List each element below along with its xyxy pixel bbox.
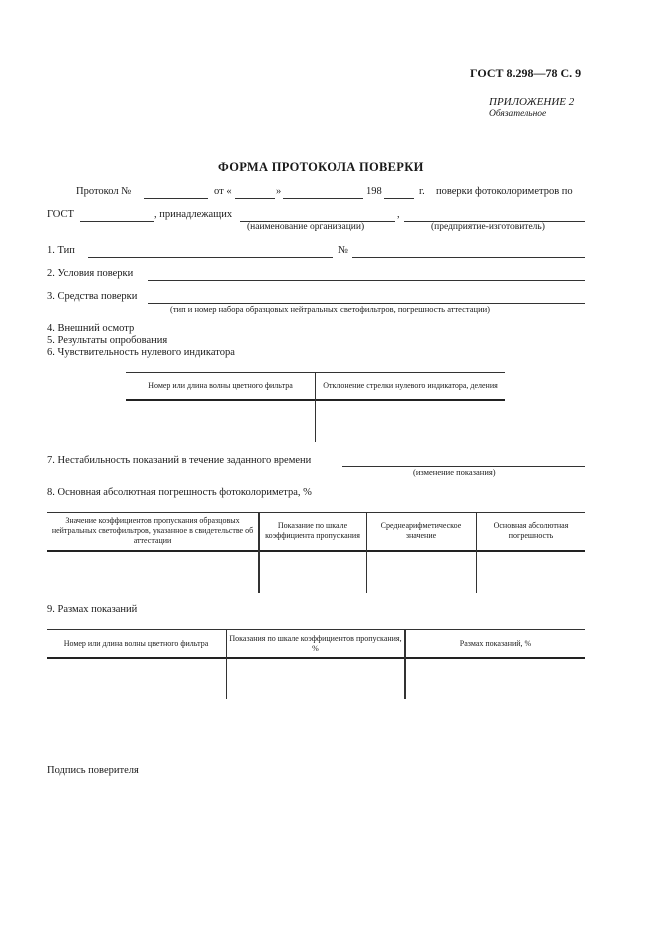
gost-number-field[interactable] xyxy=(80,221,154,222)
table2-header-divider xyxy=(47,550,585,552)
month-field[interactable] xyxy=(283,198,363,199)
sensitivity-label: 6. Чувствительность нулевого индикатора xyxy=(47,347,235,358)
item-number-label: № xyxy=(338,245,349,256)
item-type-label: 1. Тип xyxy=(47,245,75,256)
table3-header-divider xyxy=(47,657,585,659)
inspection-label: 4. Внешний осмотр xyxy=(47,323,135,334)
gost-label: ГОСТ xyxy=(47,209,74,220)
table1-header-filter: Номер или длина волны цветного фильтра xyxy=(148,381,293,390)
table3-divider-1 xyxy=(226,629,227,699)
error-label: 8. Основная абсолютная погрешность фотоколориметра, % xyxy=(47,487,312,498)
table2-header-mean: Среднеарифметическое значение xyxy=(380,521,462,540)
date-from-label: от « xyxy=(214,186,232,197)
protocol-number-field[interactable] xyxy=(144,198,208,199)
quote-close: » xyxy=(276,186,282,197)
instability-label: 7. Нестабильность показаний в течение заданного времени xyxy=(47,455,312,466)
table1-column-divider xyxy=(315,372,316,442)
table3-divider-2 xyxy=(404,629,406,699)
table3-header-filter: Номер или длина волны цветного фильтра xyxy=(63,638,209,648)
year-field[interactable] xyxy=(384,198,414,199)
instability-caption: (изменение показания) xyxy=(413,467,496,477)
conditions-label: 2. Условия поверки xyxy=(47,268,134,279)
means-caption: (тип и номер набора образцовых нейтральных светофильтров, погрешность аттестации) xyxy=(170,304,490,314)
table1-header-deviation: Отклонение стрелки нулевого индикатора, деления xyxy=(323,381,498,390)
comma: , xyxy=(397,209,400,220)
conditions-field[interactable] xyxy=(148,280,585,281)
type-field[interactable] xyxy=(88,257,333,258)
table2-divider-2 xyxy=(366,512,367,593)
table2-divider-3 xyxy=(476,512,477,593)
table2-header-reference: Значение коэффициентов пропускания образцовых нейтральных светофильтров, указанное в свидетельстве об аттестации xyxy=(51,516,254,545)
year-suffix: г. xyxy=(419,186,425,197)
manufacturer-caption: (предприятие-изготовитель) xyxy=(431,222,545,232)
table3-header-spread: Размах показаний, % xyxy=(459,638,532,648)
table3-header-readings: Показания по шкале коэффициентов пропускания, % xyxy=(229,633,402,653)
form-title: ФОРМА ПРОТОКОЛА ПОВЕРКИ xyxy=(218,160,424,174)
protocol-label: Протокол № xyxy=(76,186,132,197)
testing-results-label: 5. Результаты опробования xyxy=(47,335,168,346)
verification-purpose: поверки фотоколориметров по xyxy=(436,186,573,197)
table2-divider-1 xyxy=(258,512,260,593)
appendix-status: Обязательное xyxy=(489,109,547,119)
means-label: 3. Средства поверки xyxy=(47,291,138,302)
serial-number-field[interactable] xyxy=(352,257,585,258)
signature-label: Подпись поверителя xyxy=(47,765,139,776)
year-prefix: 198 xyxy=(366,186,382,197)
belonging-label: , принадлежащих xyxy=(154,209,233,220)
table2-header-error: Основная абсолютная погрешность xyxy=(493,521,569,540)
appendix-label: ПРИЛОЖЕНИЕ 2 xyxy=(489,96,575,108)
standard-number: ГОСТ 8.298—78 С. 9 xyxy=(470,66,582,80)
organization-caption: (наименование организации) xyxy=(247,222,365,232)
day-field[interactable] xyxy=(235,198,275,199)
spread-label: 9. Размах показаний xyxy=(47,604,138,615)
table2-header-reading: Показание по шкале коэффициента пропускания xyxy=(265,521,360,540)
